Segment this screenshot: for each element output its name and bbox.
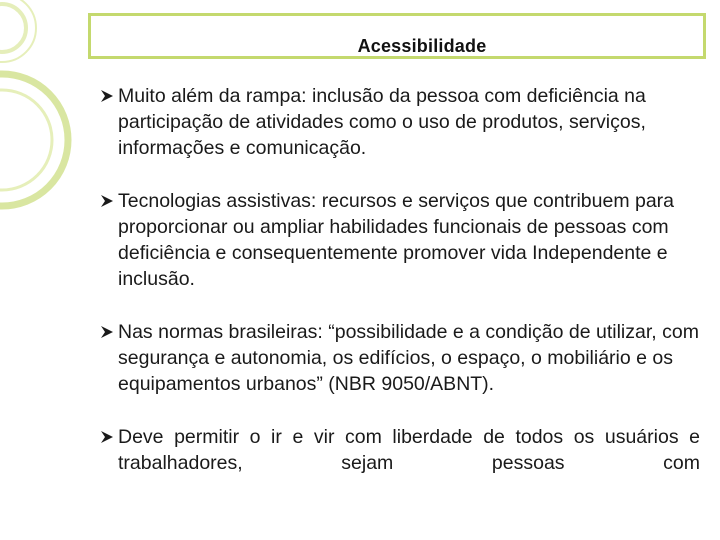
arrow-bullet-icon [100,325,114,339]
bullet-text: Deve permitir o ir e vir com liberdade de todos os usuários e trabalhadores, sejam pessoas com [118,426,700,474]
decorative-circles [0,0,100,220]
arrow-bullet-icon [100,430,114,444]
bullet-item [100,319,700,397]
bullet-text: Nas normas brasileiras: “possibilidade e a condição de utilizar, com segurança e autonomia, os edifícios, o espaço, o mobiliário e os equipamentos urbanos” (NBR 9050/ABNT). [118,321,699,395]
title-box [88,13,706,59]
bullet-list [100,83,700,503]
bullet-text: Muito além da rampa: inclusão da pessoa com deficiência na participação de atividades como o uso de produtos, serviços, informações e comunicação. [118,85,646,159]
bullet-item [100,424,700,476]
arrow-bullet-icon [100,194,114,208]
slide-title: Acessibilidade [357,36,487,56]
bullet-text: Tecnologias assistivas: recursos e serviços que contribuem para proporcionar ou ampliar habilidades funcionais de pessoas com deficiência e consequentemente promover vida Independente e inclusão. [118,190,675,290]
bullet-item [100,83,700,161]
bullet-item [100,188,700,292]
arrow-bullet-icon [100,89,114,103]
